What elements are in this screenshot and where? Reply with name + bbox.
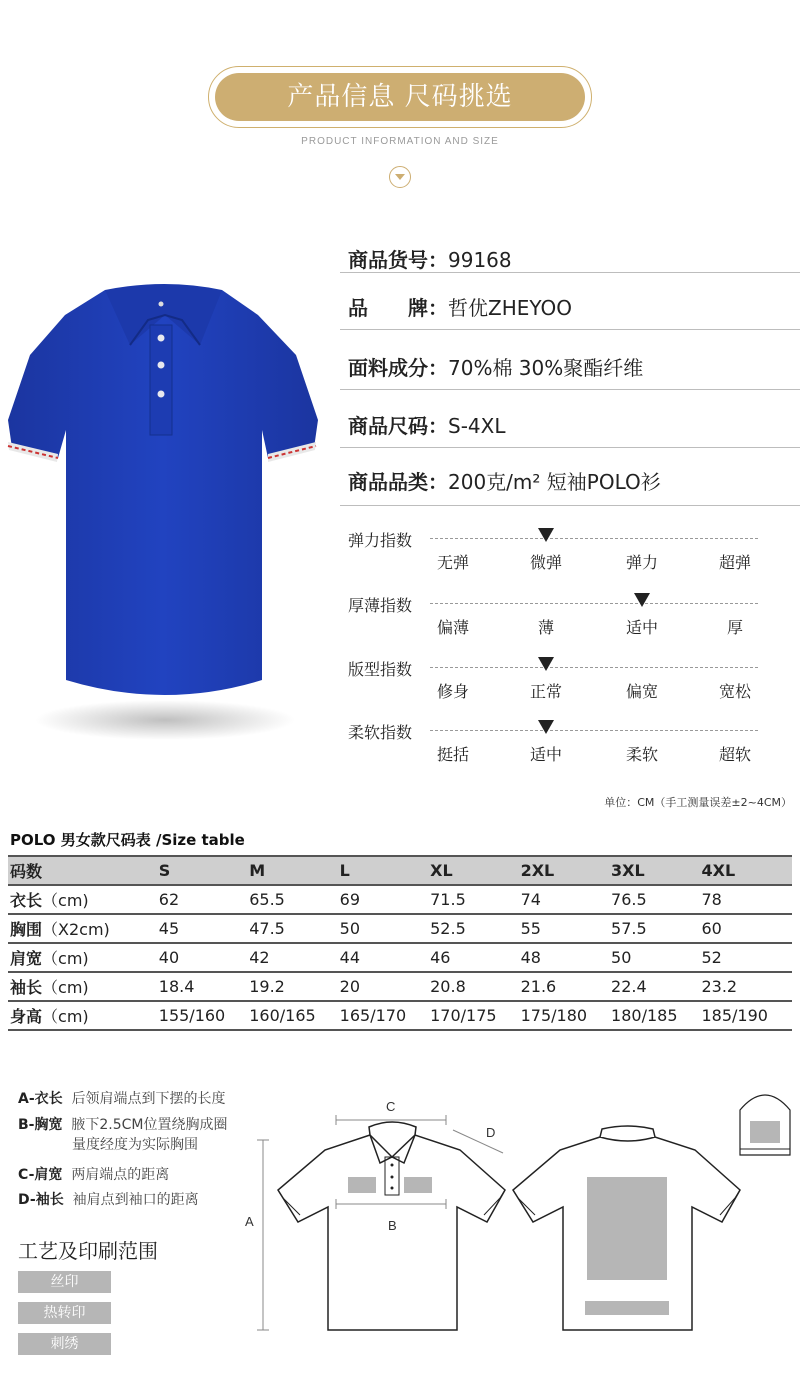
info-row-size <box>348 410 800 439</box>
index-option: 微弹 <box>529 553 562 572</box>
table-header-cell: 3XL <box>611 856 701 885</box>
row-label <box>8 972 159 1001</box>
size-table <box>8 855 792 1031</box>
table-cell: 55 <box>521 914 611 943</box>
table-cell: 71.5 <box>430 885 520 914</box>
table-header-cell: 2XL <box>521 856 611 885</box>
print-area-left-chest <box>348 1177 376 1193</box>
info-key: 商品品类： <box>348 470 448 494</box>
index-option: 超弹 <box>718 553 751 572</box>
row-unit: （X2cm) <box>42 920 110 939</box>
table-cell: 20 <box>340 972 430 1001</box>
info-value: 70%棉 30%聚酯纤维 <box>448 356 644 380</box>
index-option: 宽松 <box>718 682 751 701</box>
row-name: 身高 <box>10 1007 43 1026</box>
measurement-diagram <box>0 1085 800 1345</box>
index-option: 柔软 <box>625 745 658 764</box>
info-row-brand <box>348 292 800 321</box>
table-cell: 62 <box>159 885 249 914</box>
table-cell: 42 <box>249 943 339 972</box>
row-name: 肩宽 <box>10 949 43 968</box>
index-option: 薄 <box>537 618 554 637</box>
index-option: 修身 <box>436 682 469 701</box>
info-key: 商品尺码： <box>348 414 448 438</box>
legend-text: 后领肩端点到下摆的长度 <box>71 1091 226 1107</box>
index-option: 无弹 <box>436 553 469 572</box>
blue-polo-shirt-image <box>0 270 330 750</box>
row-label <box>8 885 159 914</box>
row-name: 袖长 <box>10 978 43 997</box>
index-option: 适中 <box>625 618 658 637</box>
table-cell: 160/165 <box>249 1001 339 1030</box>
info-row-category <box>348 466 800 495</box>
craft-tag-heat-transfer: 热转印 <box>18 1302 111 1324</box>
info-value: 200克/m² 短袖POLO衫 <box>448 470 661 494</box>
legend-text: 腋下2.5CM位置绕胸成圈 <box>71 1117 228 1133</box>
legend-text: 两肩端点的距离 <box>71 1167 170 1183</box>
dimension-b-label: B <box>388 1218 397 1233</box>
craft-title: 工艺及印刷范围 <box>18 1239 158 1263</box>
index-title: 弹力指数 <box>348 531 413 550</box>
index-marker-icon <box>538 720 554 734</box>
table-cell: 57.5 <box>611 914 701 943</box>
print-area-back-hem <box>585 1301 669 1315</box>
legend-key: B-胸宽 <box>18 1117 63 1133</box>
table-header-cell: 码数 <box>8 856 159 885</box>
table-header-cell: XL <box>430 856 520 885</box>
table-cell: 47.5 <box>249 914 339 943</box>
row-label <box>8 943 159 972</box>
legend-text: 袖肩点到袖口的距离 <box>72 1192 199 1208</box>
chevron-down-icon <box>389 166 411 188</box>
table-row <box>8 943 792 972</box>
legend-key: C-肩宽 <box>18 1167 63 1183</box>
index-scale-line <box>430 603 758 604</box>
table-cell: 20.8 <box>430 972 520 1001</box>
craft-tag-embroidery: 刺绣 <box>18 1333 111 1355</box>
index-marker-icon <box>634 593 650 607</box>
dimension-c-label: C <box>386 1099 396 1114</box>
index-title: 版型指数 <box>348 660 413 679</box>
index-marker-icon <box>538 528 554 542</box>
table-cell: 165/170 <box>340 1001 430 1030</box>
table-cell: 44 <box>340 943 430 972</box>
section-title: 产品信息 尺码挑选 <box>215 73 585 121</box>
row-label <box>8 914 159 943</box>
print-area-back <box>587 1177 667 1280</box>
index-option: 厚 <box>726 618 743 637</box>
table-row <box>8 1001 792 1030</box>
table-cell: 155/160 <box>159 1001 249 1030</box>
divider <box>340 272 800 273</box>
divider <box>340 447 800 448</box>
info-value: 99168 <box>448 248 512 272</box>
index-option: 挺括 <box>436 745 469 764</box>
info-row-sku <box>348 244 800 273</box>
divider <box>340 389 800 390</box>
table-cell: 69 <box>340 885 430 914</box>
table-cell: 21.6 <box>521 972 611 1001</box>
table-cell: 50 <box>611 943 701 972</box>
craft-tag-silkscreen: 丝印 <box>18 1271 111 1293</box>
index-marker-icon <box>538 657 554 671</box>
index-option: 适中 <box>529 745 562 764</box>
table-cell: 170/175 <box>430 1001 520 1030</box>
table-cell: 52 <box>701 943 792 972</box>
unit-note: 单位：CM（手工测量误差±2~4CM） <box>604 796 792 809</box>
print-area-sleeve <box>750 1121 780 1143</box>
table-cell: 52.5 <box>430 914 520 943</box>
row-unit: （cm) <box>42 949 89 968</box>
print-area-right-chest <box>404 1177 432 1193</box>
table-header-cell: L <box>340 856 430 885</box>
divider <box>340 505 800 506</box>
table-cell: 46 <box>430 943 520 972</box>
table-cell: 185/190 <box>701 1001 792 1030</box>
size-table-title: POLO 男女款尺码表 /Size table <box>10 831 245 849</box>
table-cell: 48 <box>521 943 611 972</box>
index-scale-line <box>430 538 758 539</box>
table-cell: 76.5 <box>611 885 701 914</box>
section-subtitle: PRODUCT INFORMATION AND SIZE <box>301 136 499 147</box>
table-row <box>8 972 792 1001</box>
table-cell: 45 <box>159 914 249 943</box>
index-option: 偏薄 <box>436 618 469 637</box>
table-cell: 40 <box>159 943 249 972</box>
row-unit: （cm) <box>42 978 89 997</box>
table-header-cell: 4XL <box>701 856 792 885</box>
row-name: 胸围 <box>10 920 43 939</box>
dimension-a-label: A <box>245 1214 254 1229</box>
index-option: 超软 <box>718 745 751 764</box>
table-cell: 50 <box>340 914 430 943</box>
index-scale-line <box>430 730 758 731</box>
info-value: S-4XL <box>448 414 506 438</box>
divider <box>340 329 800 330</box>
table-cell: 74 <box>521 885 611 914</box>
row-unit: （cm) <box>42 891 89 910</box>
info-key: 商品货号： <box>348 248 448 272</box>
row-unit: （cm) <box>42 1007 89 1026</box>
row-label <box>8 1001 159 1030</box>
legend-key: A-衣长 <box>18 1091 63 1107</box>
legend-text-cont: 量度经度为实际胸围 <box>72 1137 198 1153</box>
table-cell: 180/185 <box>611 1001 701 1030</box>
info-value: 哲优ZHEYOO <box>448 296 572 320</box>
table-header-cell: M <box>249 856 339 885</box>
index-scale-line <box>430 667 758 668</box>
table-cell: 19.2 <box>249 972 339 1001</box>
table-cell: 22.4 <box>611 972 701 1001</box>
index-title: 厚薄指数 <box>348 596 413 615</box>
table-cell: 65.5 <box>249 885 339 914</box>
info-key: 品 牌： <box>348 296 448 320</box>
table-header-row <box>8 856 792 885</box>
table-cell: 78 <box>701 885 792 914</box>
dimension-d-label: D <box>486 1125 496 1140</box>
table-row <box>8 885 792 914</box>
table-cell: 60 <box>701 914 792 943</box>
index-option: 弹力 <box>625 553 658 572</box>
table-header-cell: S <box>159 856 249 885</box>
legend-key: D-袖长 <box>18 1192 64 1208</box>
index-option: 正常 <box>529 682 562 701</box>
index-option: 偏宽 <box>625 682 658 701</box>
table-cell: 175/180 <box>521 1001 611 1030</box>
table-cell: 18.4 <box>159 972 249 1001</box>
table-cell: 23.2 <box>701 972 792 1001</box>
table-row <box>8 914 792 943</box>
index-title: 柔软指数 <box>348 723 413 742</box>
info-row-fabric <box>348 352 800 381</box>
info-key: 面料成分： <box>348 356 448 380</box>
row-name: 衣长 <box>10 891 43 910</box>
